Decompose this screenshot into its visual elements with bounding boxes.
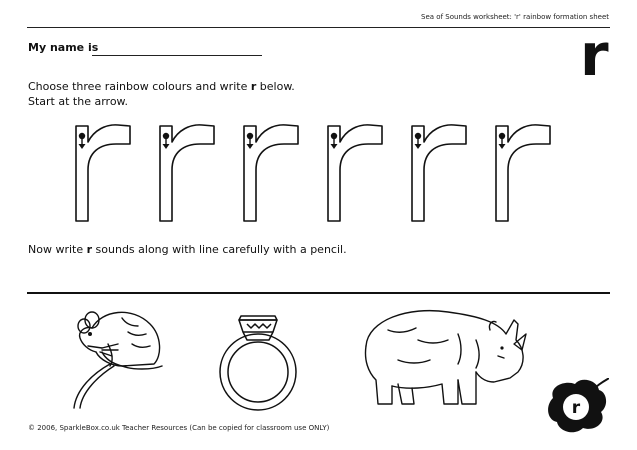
instruction-write-text: Now write bbox=[28, 243, 87, 256]
ring-icon bbox=[213, 302, 303, 414]
instruction-colours-text: Choose three rainbow colours and write bbox=[28, 80, 251, 93]
mouse-icon bbox=[62, 304, 172, 412]
writing-line bbox=[27, 292, 610, 294]
rhino-icon bbox=[358, 300, 528, 414]
tracing-letter-2 bbox=[160, 125, 214, 221]
instruction-colours-end: below. bbox=[256, 80, 295, 93]
tracing-letter-6 bbox=[496, 125, 550, 221]
copyright-footer: © 2006, SparkleBox.co.uk Teacher Resources (Can be copied for classroom use ONLY) bbox=[28, 424, 330, 432]
name-write-line bbox=[92, 55, 262, 56]
focus-letter: r bbox=[580, 21, 609, 89]
instruction-start: Start at the arrow. bbox=[28, 95, 129, 108]
instruction-write-letter: r bbox=[86, 243, 93, 256]
sheet-title: Sea of Sounds worksheet: 'r' rainbow formation sheet bbox=[421, 13, 609, 21]
name-label: My name is bbox=[28, 41, 99, 54]
instruction-write-end: sounds along with line carefully with a pencil. bbox=[92, 243, 347, 256]
splat-badge-icon bbox=[545, 378, 609, 434]
instruction-colours-letter: r bbox=[250, 80, 257, 93]
tracing-letter-1 bbox=[76, 125, 130, 221]
tracing-letter-3 bbox=[244, 125, 298, 221]
instruction-write bbox=[28, 243, 347, 256]
badge-letter: r bbox=[571, 398, 581, 418]
tracing-letter-5 bbox=[412, 125, 466, 221]
instruction-colours bbox=[28, 80, 295, 93]
tracing-letter-4 bbox=[328, 125, 382, 221]
header-divider bbox=[27, 27, 610, 28]
tracing-letters bbox=[62, 122, 562, 224]
